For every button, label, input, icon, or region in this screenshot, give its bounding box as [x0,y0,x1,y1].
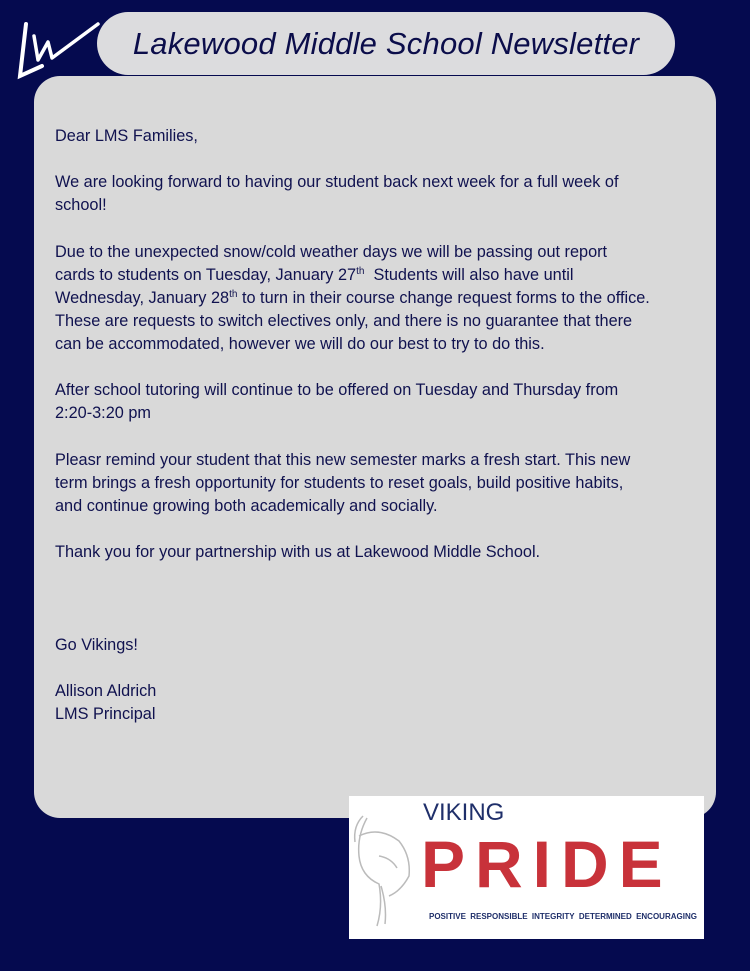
signature-name: Allison Aldrich [55,682,157,700]
paragraph-2-line: Due to the unexpected snow/cold weather days we will be passing out report [55,243,608,261]
school-logo [12,18,102,80]
value-responsible: RESPONSIBLE [470,912,528,921]
paragraph-5: Thank you for your partnership with us at Lakewood Middle School. [55,543,541,561]
greeting: Dear LMS Families, [55,127,198,145]
paragraph-2-line [55,288,650,308]
paragraph-2-line [55,265,574,285]
value-integrity: INTEGRITY [531,912,575,921]
viking-helmet-icon [349,806,419,936]
paragraph-4-line: and continue growing both academically and socially. [55,497,438,515]
superscript: th [229,289,238,300]
text: Wednesday, January 28 [55,289,230,307]
signature-title: LMS Principal [55,705,156,723]
superscript: th [356,266,365,277]
text: Students will also have until [364,266,574,284]
page-title: Lakewood Middle School Newsletter [132,25,640,61]
paragraph-4-line: term brings a fresh opportunity for students to reset goals, build positive habits, [55,474,624,492]
value-positive: POSITIVE [429,912,466,921]
paragraph-2-line: These are requests to switch electives only, and there is no guarantee that there [55,312,633,330]
text: to turn in their course change request forms to the office. [237,289,650,307]
newsletter-title-banner [97,12,675,75]
pride-values-row [429,910,697,924]
closing: Go Vikings! [55,636,138,654]
text: cards to students on Tuesday, January 27 [55,266,357,284]
pride-text: PRIDE [421,827,673,901]
paragraph-3-line: 2:20-3:20 pm [55,404,151,422]
value-determined: DETERMINED [578,912,632,921]
viking-pride-graphic [349,796,704,939]
paragraph-1-line: school! [55,196,107,214]
paragraph-1-line: We are looking forward to having our student back next week for a full week of [55,173,619,191]
paragraph-3-line: After school tutoring will continue to be offered on Tuesday and Thursday from [55,381,619,399]
viking-text: VIKING [423,799,505,826]
value-encouraging: ENCOURAGING [636,912,697,921]
paragraph-2-line: can be accommodated, however we will do our best to try to do this. [55,335,545,353]
paragraph-4-line: Pleasr remind your student that this new semester marks a fresh start. This new [55,451,631,469]
